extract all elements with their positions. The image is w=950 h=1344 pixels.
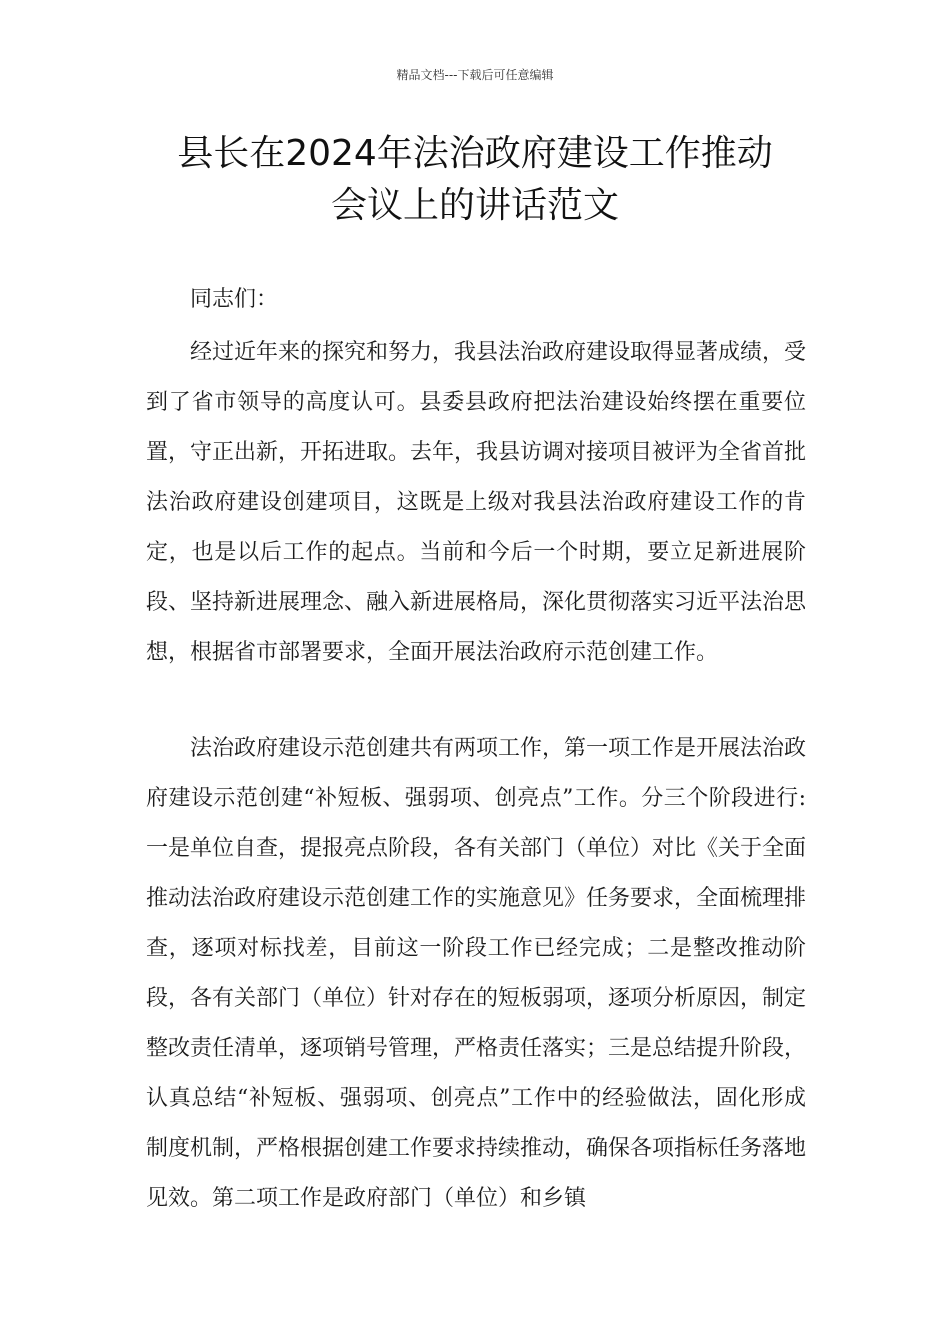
body-paragraph-1-container	[146, 328, 806, 678]
header-note: 精品文档---下载后可任意编辑	[396, 68, 554, 82]
body-paragraph-1: 经过近年来的探究和努力，我县法治政府建设取得显著成绩，受到了省市领导的高度认可。县委县政府把法治建设始终摆在重要位置，守正出新，开拓进取。去年，我县访调对接项目被评为全省首批法治政府建设创建项目，这既是上级对我县法治政府建设工作的肯定，也是以后工作的起点。当前和今后一个时期，要立足新进展阶段、坚持新进展理念、融入新进展格局，深化贯彻落实习近平法治思想，根据省市部署要求，全面开展法治政府示范创建工作。	[146, 340, 807, 665]
body-paragraph-2-container	[146, 724, 806, 1224]
salutation: 同志们：	[190, 287, 279, 312]
document-title	[120, 128, 830, 232]
body-paragraph-2: 法治政府建设示范创建共有两项工作，第一项工作是开展法治政府建设示范创建“补短板、强弱项、创亮点”工作。分三个阶段进行:一是单位自查，提报亮点阶段，各有关部门（单位）对比《关于全面推动法治政府建设示范创建工作的实施意见》任务要求，全面梳理排查，逐项对标找差，目前这一阶段工作已经完成；二是整改推动阶段，各有关部门（单位）针对存在的短板弱项，逐项分析原因，制定整改责任清单，逐项销号管理，严格责任落实；三是总结提升阶段，认真总结“补短板、强弱项、创亮点”工作中的经验做法，固化形成制度机制，严格根据创建工作要求持续推动，确保各项指标任务落地见效。第二项工作是政府部门（单位）和乡镇	[146, 736, 807, 1211]
title-line-2: 会议上的讲话范文	[330, 185, 619, 226]
title-line-1: 县长在2024年法治政府建设工作推动	[177, 133, 773, 174]
